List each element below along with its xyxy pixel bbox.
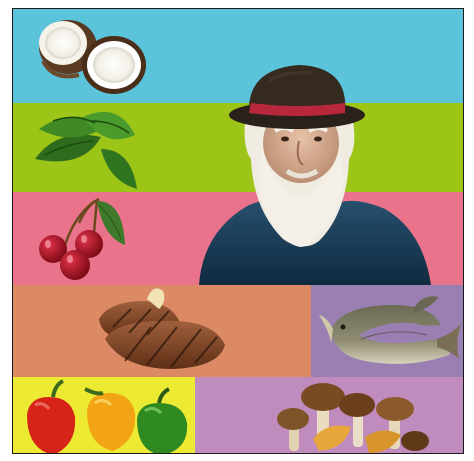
collage-frame bbox=[12, 8, 464, 454]
collage-canvas bbox=[13, 9, 464, 454]
